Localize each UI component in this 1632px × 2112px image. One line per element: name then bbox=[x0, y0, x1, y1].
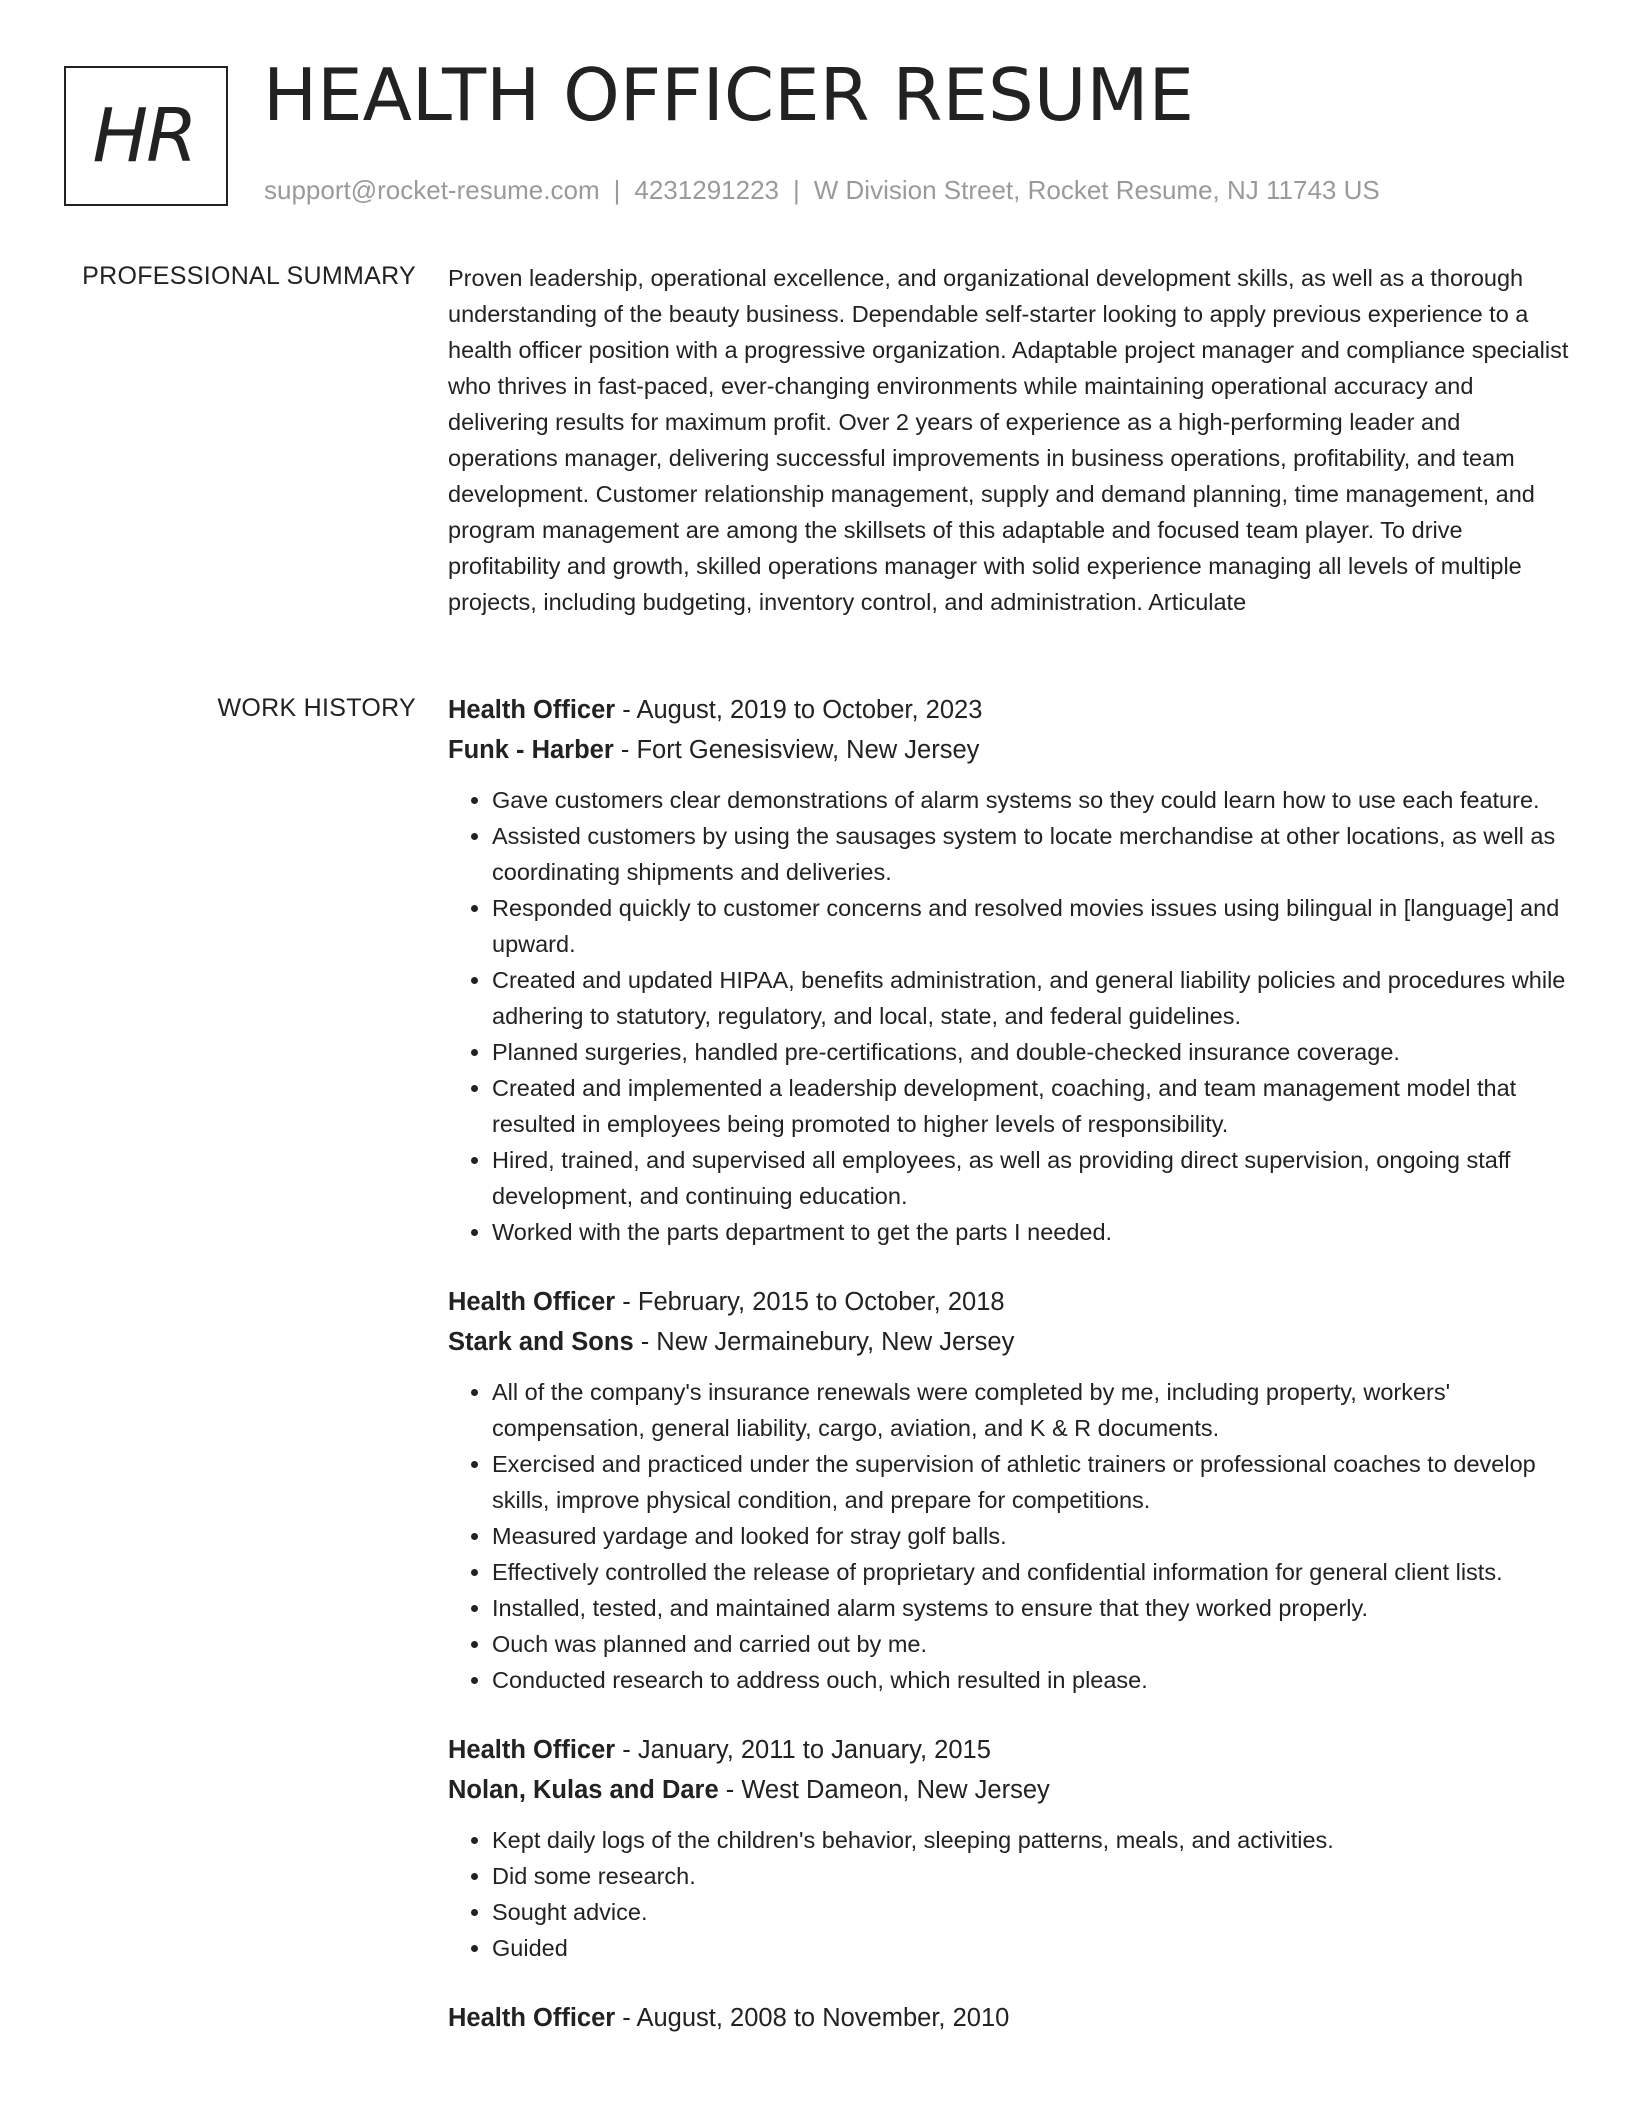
job-bullets bbox=[448, 1374, 1573, 1698]
job-title: Health Officer bbox=[448, 2004, 616, 2032]
contact-address: W Division Street, Rocket Resume, NJ 11743 US bbox=[813, 175, 1380, 205]
job-entry bbox=[448, 1998, 1573, 2038]
job-bullet: • Kept daily logs of the children's behavior, sleeping patterns, meals, and activities. bbox=[492, 1822, 1573, 1858]
job-company: Nolan, Kulas and Dare bbox=[448, 1776, 719, 1804]
monogram-box bbox=[64, 66, 228, 206]
job-bullet: • Responded quickly to customer concerns and resolved movies issues using bilingual in [language] and upward. bbox=[492, 890, 1573, 962]
monogram-text: HR bbox=[92, 93, 196, 179]
job-company-line bbox=[448, 1770, 1573, 1810]
contact-phone: 4231291223 bbox=[634, 175, 779, 205]
job-bullet: • Assisted customers by using the sausages system to locate merchandise at other locations, as well as coordinating shipments and deliveries. bbox=[492, 818, 1573, 890]
job-dates: - February, 2015 to October, 2018 bbox=[615, 1288, 1005, 1316]
job-bullet: • Sought advice. bbox=[492, 1894, 1573, 1930]
job-title: Health Officer bbox=[448, 1736, 616, 1764]
job-bullet: • Created and updated HIPAA, benefits administration, and general liability policies and procedures while adhering to statutory, regulatory, and local, state, and federal guidelines. bbox=[492, 962, 1573, 1034]
work-history-section-label: WORK HISTORY bbox=[217, 694, 416, 722]
job-company-line bbox=[448, 730, 1573, 770]
job-bullet: • Did some research. bbox=[492, 1858, 1573, 1894]
job-company: Stark and Sons bbox=[448, 1328, 634, 1356]
job-title-line bbox=[448, 690, 1573, 730]
job-title-line bbox=[448, 1998, 1573, 2038]
job-bullet: • Ouch was planned and carried out by me. bbox=[492, 1626, 1573, 1662]
job-title-line bbox=[448, 1730, 1573, 1770]
job-bullet: • Installed, tested, and maintained alarm systems to ensure that they worked properly. bbox=[492, 1590, 1573, 1626]
contact-email: support@rocket-resume.com bbox=[264, 175, 600, 205]
summary-section-label: PROFESSIONAL SUMMARY bbox=[82, 262, 416, 290]
job-bullets bbox=[448, 782, 1573, 1250]
job-dates: - January, 2011 to January, 2015 bbox=[615, 1736, 991, 1764]
job-entry bbox=[448, 1282, 1573, 1698]
job-title-line bbox=[448, 1282, 1573, 1322]
summary-text: Proven leadership, operational excellence, and organizational development skills, as well as a thorough understanding of the beauty business. Dependable self-starter looking to apply previous experience to a health officer position with a progressive organization. Adaptable project manager and compliance specialist who thrives in fast-paced, ever-changing environments while maintaining operational accuracy and delivering results for maximum profit. Over 2 years of experience as a high-performing leader and operations manager, delivering successful improvements in business operations, profitability, and team development. Customer relationship management, supply and demand planning, time management, and program management are among the skillsets of this adaptable and focused team player. To drive profitability and growth, skilled operations manager with solid experience managing all levels of multiple projects, including budgeting, inventory control, and administration. Articulate bbox=[448, 265, 1569, 615]
job-bullet: • Effectively controlled the release of proprietary and confidential information for general client lists. bbox=[492, 1554, 1573, 1590]
job-bullet: • Measured yardage and looked for stray golf balls. bbox=[492, 1518, 1573, 1554]
job-dates: - August, 2008 to November, 2010 bbox=[615, 2004, 1010, 2032]
contact-line bbox=[264, 175, 1380, 206]
job-bullet: • Exercised and practiced under the supervision of athletic trainers or professional coaches to develop skills, improve physical condition, and prepare for competitions. bbox=[492, 1446, 1573, 1518]
job-bullet: • Planned surgeries, handled pre-certifications, and double-checked insurance coverage. bbox=[492, 1034, 1573, 1070]
job-company-line bbox=[448, 1322, 1573, 1362]
job-bullet: • Conducted research to address ouch, which resulted in please. bbox=[492, 1662, 1573, 1698]
job-company: Funk - Harber bbox=[448, 736, 614, 764]
contact-separator: | bbox=[613, 175, 621, 205]
job-bullet: • Hired, trained, and supervised all employees, as well as providing direct supervision, ongoing staff development, and continuing education. bbox=[492, 1142, 1573, 1214]
page-title: HEALTH OFFICER RESUME bbox=[263, 53, 1195, 137]
job-bullet: • Worked with the parts department to get the parts I needed. bbox=[492, 1214, 1573, 1250]
job-entry bbox=[448, 1730, 1573, 1966]
job-title: Health Officer bbox=[448, 1288, 616, 1316]
job-bullet: • Guided bbox=[492, 1930, 1573, 1966]
job-entry bbox=[448, 690, 1573, 1250]
job-location: - Fort Genesisview, New Jersey bbox=[613, 736, 980, 764]
job-dates: - August, 2019 to October, 2023 bbox=[615, 696, 983, 724]
job-bullet: • All of the company's insurance renewals were completed by me, including property, workers' compensation, general liability, cargo, aviation, and K & R documents. bbox=[492, 1374, 1573, 1446]
job-bullets bbox=[448, 1822, 1573, 1966]
job-title: Health Officer bbox=[448, 696, 616, 724]
job-bullet: • Created and implemented a leadership development, coaching, and team management model that resulted in employees being promoted to higher levels of responsibility. bbox=[492, 1070, 1573, 1142]
job-bullet: • Gave customers clear demonstrations of alarm systems so they could learn how to use each feature. bbox=[492, 782, 1573, 818]
contact-separator: | bbox=[793, 175, 800, 205]
job-location: - New Jermainebury, New Jersey bbox=[633, 1328, 1015, 1356]
work-history bbox=[448, 690, 1573, 2070]
job-location: - West Dameon, New Jersey bbox=[718, 1776, 1050, 1804]
